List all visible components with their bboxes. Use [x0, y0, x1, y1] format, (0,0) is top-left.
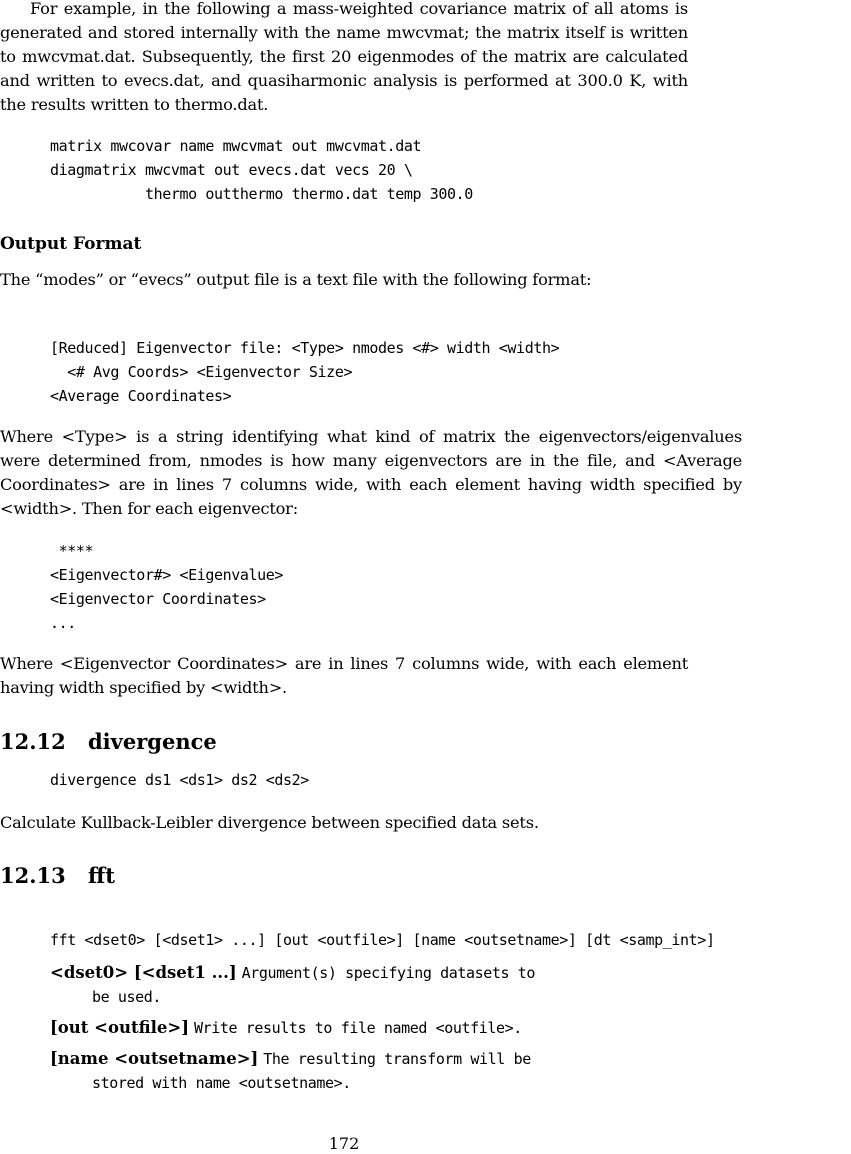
- arg-description-continued: stored with name <outsetname>.: [92, 1074, 351, 1092]
- where-type-paragraph: Where <Type> is a string identifying what kind of matrix the eigenvectors/eigenvalues were determined from, nmodes is how many eigenvectors are in the file, and <Average Coordinates> are in lines 7 columns wide, with each element having width specified by <width>. Then for each eigenvector:: [0, 427, 742, 518]
- arg-description-continued: be used.: [92, 988, 162, 1006]
- code-line: ****: [50, 542, 94, 560]
- arg-term: [out <outfile>]: [50, 1018, 190, 1037]
- section-title: fft: [88, 863, 115, 888]
- arg-term: [name <outsetname>]: [50, 1049, 259, 1068]
- code-line: ...: [50, 614, 76, 632]
- fft-arg-name: [50, 1047, 650, 1095]
- code-line: diagmatrix mwcvmat out evecs.dat vecs 20 \: [50, 161, 413, 179]
- fft-syntax: [50, 928, 715, 952]
- code-line: matrix mwcovar name mwcvmat out mwcvmat.dat: [50, 137, 422, 155]
- example-code-block: [50, 134, 473, 206]
- code-line: <Eigenvector Coordinates>: [50, 590, 266, 608]
- page-number: 172: [328, 1134, 360, 1153]
- output-format-heading: Output Format: [0, 234, 142, 254]
- code-line: fft <dset0> [<dset1> ...] [out <outfile>] [name <outsetname>] [dt <samp_int>]: [50, 931, 715, 949]
- section-heading-divergence: [0, 728, 217, 756]
- arg-description: Write results to file named <outfile>.: [193, 1019, 522, 1037]
- file-header-code-block: [50, 336, 559, 408]
- code-line: thermo outthermo thermo.dat temp 300.0: [50, 185, 473, 203]
- section-number: 12.12: [0, 729, 66, 754]
- divergence-description: Calculate Kullback-Leibler divergence between specified data sets.: [0, 813, 539, 832]
- divergence-syntax: [50, 768, 309, 792]
- arg-description: Argument(s) specifying datasets to: [241, 964, 536, 982]
- code-line: [Reduced] Eigenvector file: <Type> nmodes <#> width <width>: [50, 339, 560, 357]
- section-title: divergence: [88, 729, 217, 754]
- where-coords-paragraph: Where <Eigenvector Coordinates> are in lines 7 columns wide, with each element having width specified by <width>.: [0, 654, 688, 697]
- eigenvector-code-block: [50, 539, 283, 635]
- code-line: <Eigenvector#> <Eigenvalue>: [50, 566, 284, 584]
- code-line: <Average Coordinates>: [50, 387, 232, 405]
- section-heading-fft: [0, 862, 115, 890]
- arg-term: <dset0> [<dset1 ...]: [50, 963, 237, 982]
- arg-description: The resulting transform will be: [263, 1050, 531, 1068]
- code-line: divergence ds1 <ds1> ds2 <ds2>: [50, 771, 309, 789]
- fft-arg-out: [50, 1016, 650, 1040]
- intro-paragraph: For example, in the following a mass-weighted covariance matrix of all atoms is generated and stored internally with the name mwcvmat; the matrix itself is written to mwcvmat.dat. Subsequently, the first 20 eigenmodes of the matrix are calculated and written to evecs.dat, and quasiharmonic analysis is performed at 300.0 K, with the results written to thermo.dat.: [0, 0, 688, 114]
- output-format-intro: The “modes” or “evecs” output file is a text file with the following format:: [0, 270, 592, 289]
- section-number: 12.13: [0, 863, 66, 888]
- fft-arg-dset: [50, 961, 650, 1009]
- code-line: <# Avg Coords> <Eigenvector Size>: [50, 363, 353, 381]
